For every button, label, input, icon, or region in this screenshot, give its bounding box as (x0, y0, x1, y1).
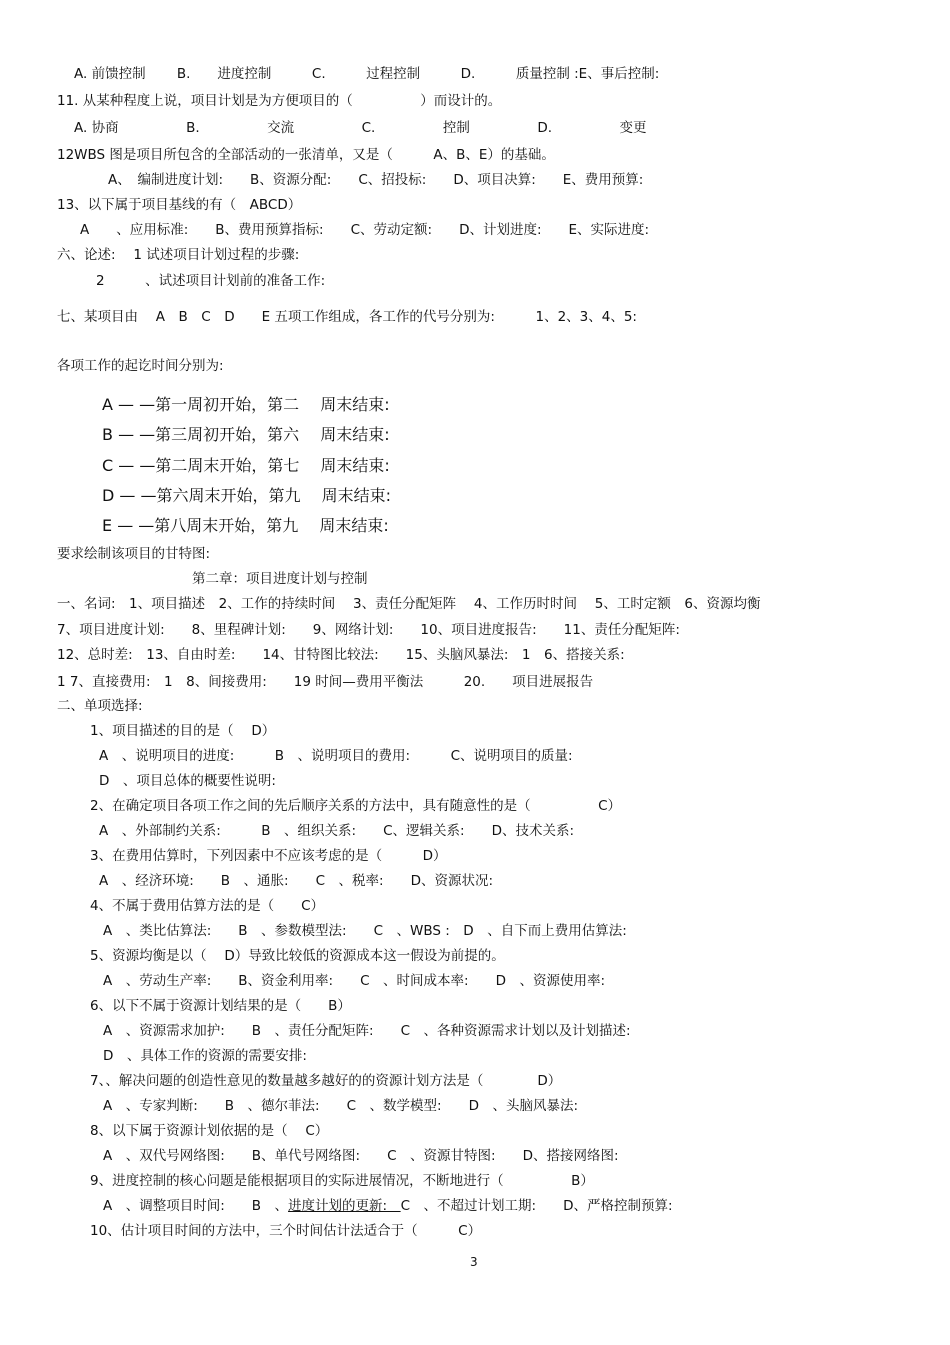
text-line: A 、双代号网络图: B、单代号网络图: C 、资源甘特图: D、搭接网络图: (103, 1148, 619, 1164)
chapter-title: 第二章：项目进度计划与控制 (192, 571, 368, 587)
text-line: A 、资源需求加护: B 、责任分配矩阵: C 、各种资源需求计划以及计划描述: (103, 1023, 631, 1039)
text-line: A 、经济环境: B 、通胀: C 、税率: D、资源状况: (99, 873, 494, 889)
text-line: A — —第一周初开始，第二 周末结束: (102, 395, 390, 414)
text-line: 要求绘制该项目的甘特图: (57, 546, 211, 562)
text-line: 9、进度控制的核心问题是能根据项目的实际进展情况，不断地进行（ B） (90, 1173, 594, 1189)
text-line: 12、总时差: 13、自由时差: 14、甘特图比较法: 15、头脑风暴法: 1 6、搭接关系: (57, 647, 625, 663)
text-line: 8、以下属于资源计划依据的是（ C） (90, 1123, 329, 1139)
text-line: 5、资源均衡是以（ D）导致比较低的资源成本这一假设为前提的。 (90, 948, 505, 964)
text-line: D 、具体工作的资源的需要安排: (103, 1048, 307, 1064)
text-line: 13、以下属于项目基线的有（ ABCD） (57, 197, 302, 213)
option-a-label: A 、调整项目时间: B 、 (103, 1198, 289, 1214)
text-line: B — —第三周初开始，第六 周末结束: (102, 425, 390, 444)
text-line: 各项工作的起讫时间分别为: (57, 358, 224, 374)
text-line: C — —第二周末开始，第七 周末结束: (102, 456, 390, 475)
text-line: D — —第六周末开始，第九 周末结束: (102, 486, 391, 505)
text-line: 七、某项目由 A B C D E 五项工作组成，各工作的代号分别为: 1、2、3、4、5: (57, 309, 637, 325)
text-line (103, 1197, 673, 1215)
text-line: 11. 从某种程度上说，项目计划是为方便项目的（ ）而设计的。 (57, 93, 502, 109)
text-line: E — —第八周末开始，第九 周末结束: (102, 516, 389, 535)
text-line: A、 编制进度计划: B、资源分配: C、招投标: D、项目决算: E、费用预算: (108, 172, 644, 188)
text-line: A 、类比估算法: B 、参数模型法: C 、WBS : D 、自下而上费用估算法: (103, 923, 627, 939)
text-line: A 、说明项目的进度: B 、说明项目的费用: C、说明项目的质量: (99, 748, 573, 764)
text-line: 2 、试述项目计划前的准备工作: (96, 273, 326, 289)
text-line: 一、名词: 1、项目描述 2、工作的持续时间 3、责任分配矩阵 4、工作历时时间 5、工时定额 6、资源均衡 (57, 596, 761, 612)
text-line: A 、专家判断: B 、德尔菲法: C 、数学模型: D 、头脑风暴法: (103, 1098, 579, 1114)
text-line: A 、劳动生产率: B、资金利用率: C 、时间成本率: D 、资源使用率: (103, 973, 606, 989)
text-line: 4、不属于费用估算方法的是（ C） (90, 898, 325, 914)
text-line: 10、估计项目时间的方法中，三个时间估计法适合于（ C） (90, 1223, 482, 1239)
option-cd-label: C 、不超过计划工期: D、严格控制预算: (400, 1198, 673, 1214)
text-line: 1、项目描述的目的是（ D） (90, 723, 276, 739)
underlined-answer: 进度计划的更新: (288, 1198, 401, 1214)
text-line: 1 7、直接费用: 1 8、间接费用: 19 时间—费用平衡法 20. 项目进展报告 (57, 674, 594, 690)
text-line: 3、在费用估算时，下列因素中不应该考虑的是（ D） (90, 848, 447, 864)
text-line: 12WBS 图是项目所包含的全部活动的一张清单，又是（ A、B、E）的基础。 (57, 147, 555, 163)
text-line: 6、以下不属于资源计划结果的是（ B） (90, 998, 351, 1014)
text-line: 7、项目进度计划: 8、里程碑计划: 9、网络计划: 10、项目进度报告: 11、责任分配矩阵: (57, 622, 680, 638)
text-line: 7、、解决问题的创造性意见的数量越多越好的的资源计划方法是（ D） (90, 1073, 562, 1089)
text-line: 六、论述: 1 试述项目计划过程的步骤: (57, 247, 300, 263)
text-line: 二、单项选择: (57, 698, 143, 714)
text-line: A. 前馈控制 B. 进度控制 C. 过程控制 D. 质量控制 :E、事后控制: (74, 66, 660, 82)
text-line: 2、在确定项目各项工作之间的先后顺序关系的方法中，具有随意性的是（ C） (90, 798, 622, 814)
text-line: D 、项目总体的概要性说明: (99, 773, 276, 789)
text-line: A 、应用标准: B、费用预算指标: C、劳动定额: D、计划进度: E、实际进度: (80, 222, 650, 238)
page-number: 3 (470, 1255, 478, 1269)
text-line: A. 协商 B. 交流 C. 控制 D. 变更 (74, 120, 647, 136)
text-line: A 、外部制约关系: B 、组织关系: C、逻辑关系: D、技术关系: (99, 823, 575, 839)
